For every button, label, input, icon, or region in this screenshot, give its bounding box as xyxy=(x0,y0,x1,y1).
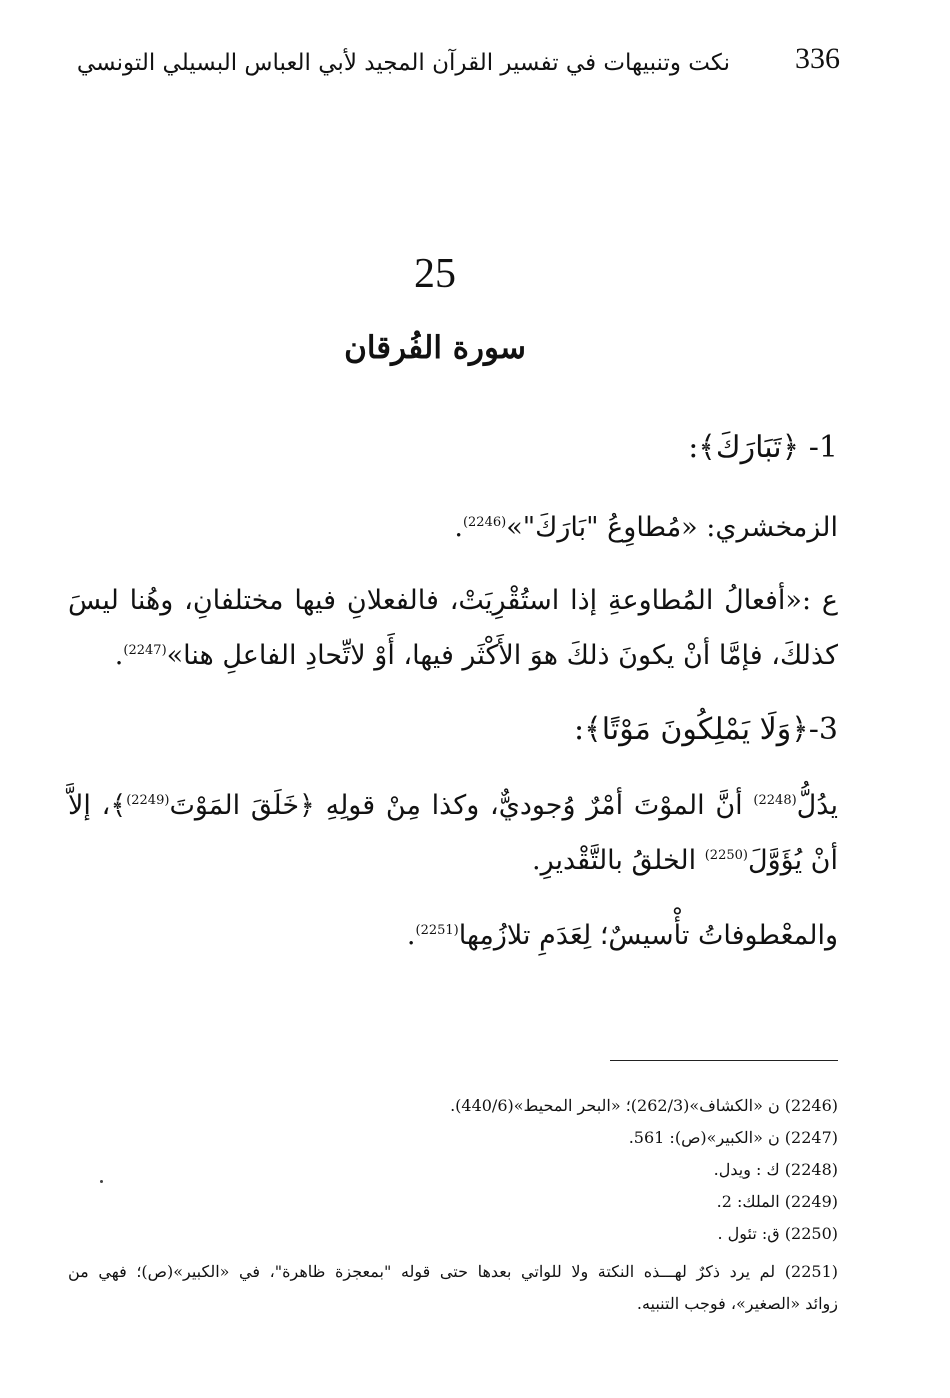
chapter-number: 25 xyxy=(414,251,456,297)
footnote-ref-2250: (2250) xyxy=(704,848,748,863)
item-3-heading: 3-﴿وَلَا يَمْلِكُونَ مَوْتًا﴾: xyxy=(574,712,838,747)
paragraph-3-text-d: أنْ يُؤَوَّلَ xyxy=(747,845,838,876)
paragraph-3-text-a: يدُلُّ xyxy=(796,790,838,821)
paragraph-3-text-e: الخلقُ بالتَّقْديرِ. xyxy=(531,845,697,876)
footnote-separator xyxy=(610,1060,838,1061)
footnote-ref-2247: (2247) xyxy=(123,643,167,658)
footnote-2247: (2247) ن «الكبير»(ص): 561. xyxy=(628,1128,838,1147)
zamakhshari-line: الزمخشري: «مُطاوِعُ "بَارَكَ"»$^{(2246)}$. xyxy=(454,512,838,543)
footnote-ref-2249: (2249) xyxy=(126,793,170,808)
scan-speck xyxy=(100,1180,103,1183)
paragraph-3-text-b: أنَّ الموْتَ أمْرٌ وُجوديٌّ، وكذا مِنْ قولِهِ ﴿خَلَقَ المَوْتَ xyxy=(169,790,743,821)
paragraph-2-line-2-text: كذلكَ، فإمَّا أنْ يكونَ ذلكَ هوَ الأَكْثَر فيها، أَوْ لاتِّحادِ الفاعلِ هنا» xyxy=(166,640,838,671)
footnote-2251: (2251) لم يرد ذكرٌ لهـــذه النكتة ولا للواتي بعدها حتى قوله "بمعجزة ظاهرة"، في «الكبير»(ص)؛ فهي من xyxy=(68,1262,838,1281)
footnote-2248: (2248) ك : ويدل. xyxy=(713,1160,838,1179)
paragraph-2-line-2: كذلكَ، فإمَّا أنْ يكونَ ذلكَ هوَ الأَكْثَر فيها، أَوْ لاتِّحادِ الفاعلِ هنا»$^{(2247)}$. xyxy=(114,640,838,671)
running-title: نكت وتنبيهات في تفسير القرآن المجيد لأبي العباس البسيلي التونسي xyxy=(76,50,730,76)
paragraph-2-line-1: ع :«أفعالُ المُطاوعةِ إذا استُقْرِيَتْ، فالفعلانِ فيها مختلفانِ، وهُنا ليسَ xyxy=(68,585,838,616)
footnote-2246: (2246) ن «الكشاف»(262/3)؛ «البحر المحيط»(440/6). xyxy=(450,1096,838,1115)
footnote-2250: (2250) ق: تئول . xyxy=(717,1224,838,1243)
paragraph-3-text-c: ﴾، إلاَّ xyxy=(68,790,127,821)
paragraph-4-text: والمعْطوفاتُ تأْسيسٌ؛ لِعَدَمِ تلازُمِها xyxy=(458,920,838,951)
paragraph-3-line-1 xyxy=(68,790,838,821)
footnote-ref-2251: (2251) xyxy=(415,923,459,938)
footnote-ref-2246: (2246) xyxy=(462,515,507,530)
chapter-title: سورة الفُرقان xyxy=(344,330,526,366)
footnote-2249: (2249) الملك: 2. xyxy=(716,1192,838,1211)
paragraph-3-line-2 xyxy=(532,845,838,876)
paragraph-4: والمعْطوفاتُ تأْسيسٌ؛ لِعَدَمِ تلازُمِها$^{(2251)}$. xyxy=(406,920,838,951)
footnote-2251-continued: زوائد «الصغير»، فوجب التنبيه. xyxy=(636,1294,838,1313)
page-number: 336 xyxy=(795,42,840,75)
footnote-ref-2248: (2248) xyxy=(753,793,797,808)
zamakhshari-text: الزمخشري: «مُطاوِعُ "بَارَكَ"» xyxy=(506,512,838,543)
item-1-heading: 1- ﴿تَبَارَكَ﴾: xyxy=(688,430,838,465)
page-header xyxy=(76,42,840,86)
